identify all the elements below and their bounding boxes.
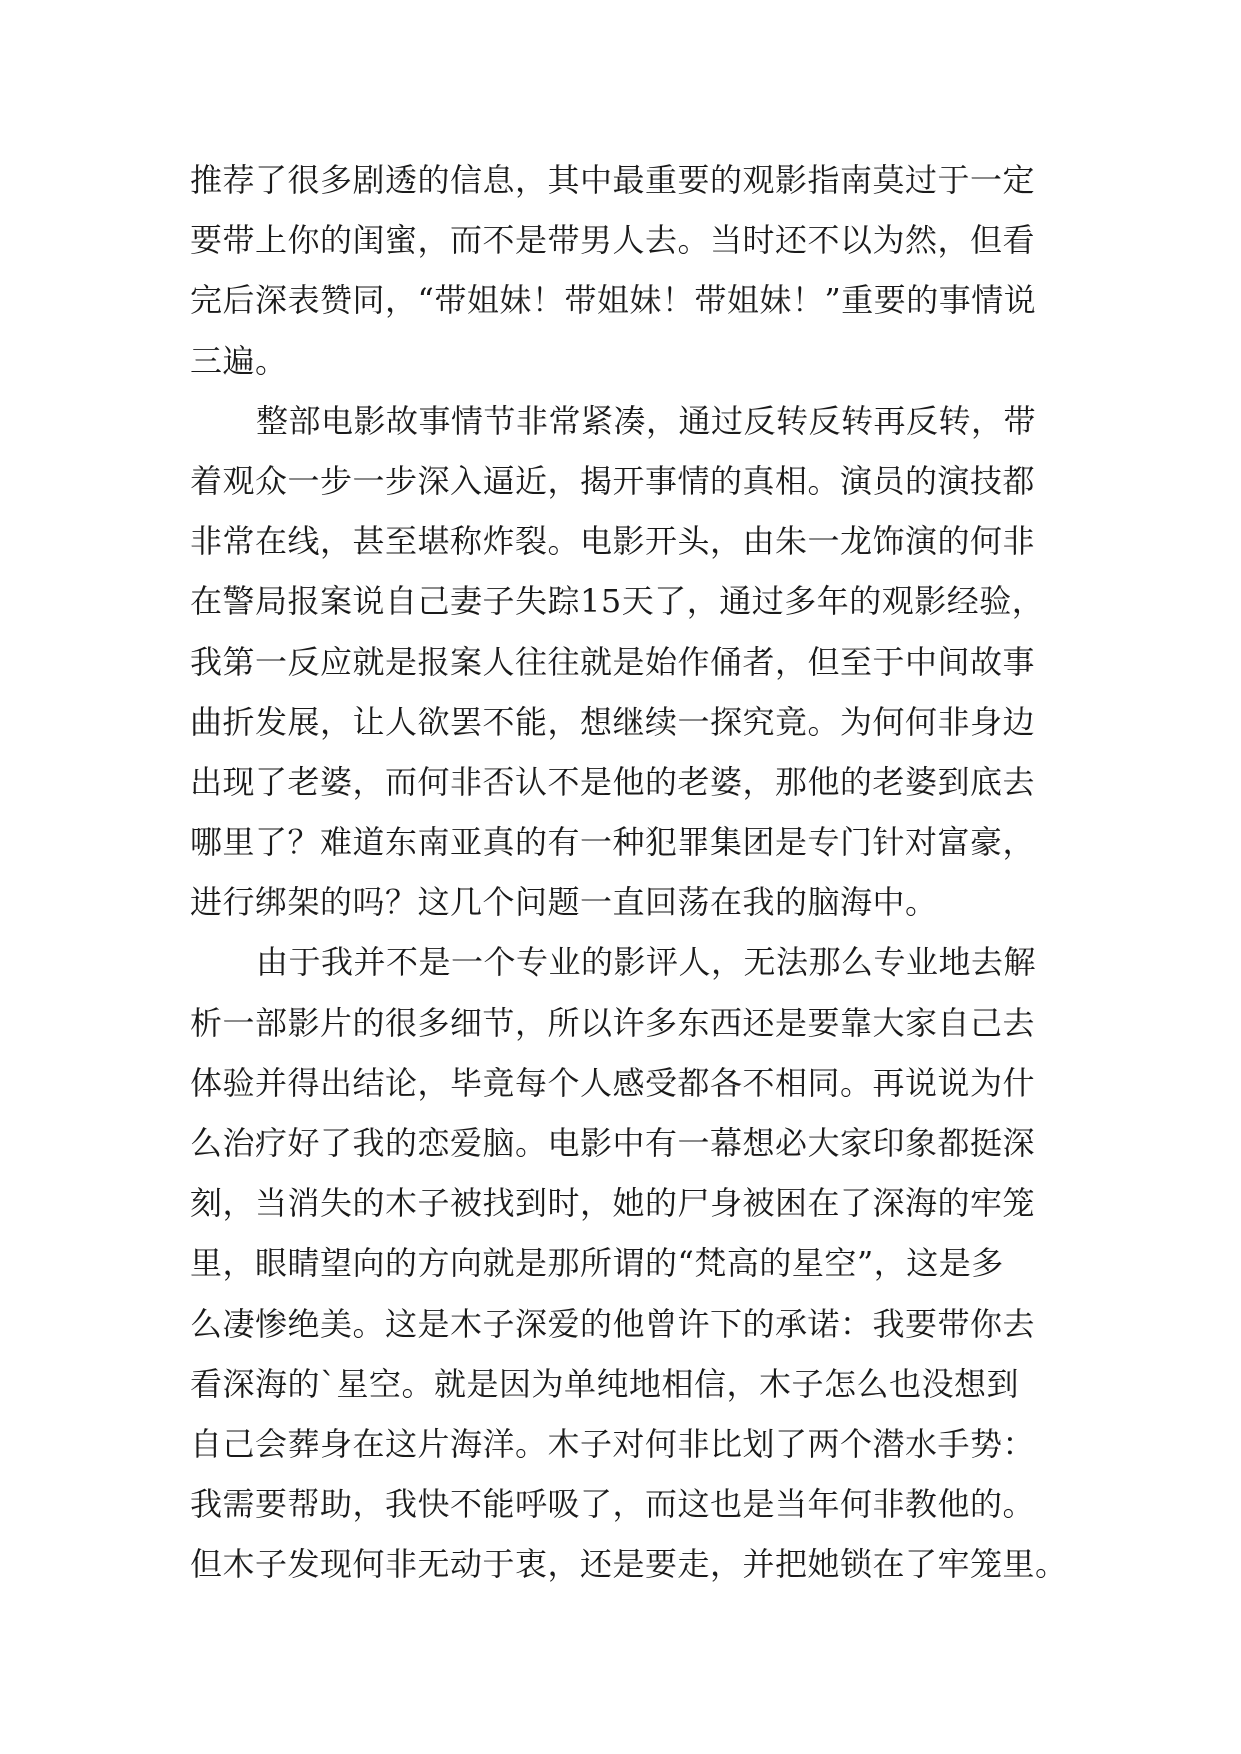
text-line: 进行绑架的吗？这几个问题一直回荡在我的脑海中。 <box>190 883 938 922</box>
text-line: 非常在线，甚至堪称炸裂。电影开头，由朱一龙饰演的何非 <box>190 522 1036 561</box>
text-line: 着观众一步一步深入逼近，揭开事情的真相。演员的演技都 <box>190 461 1036 500</box>
text-line: 三遍。 <box>190 341 288 380</box>
text-line: 在警局报案说自己妻子失踪15天了，通过多年的观影经验， <box>190 582 1045 621</box>
text-line: 完后深表赞同，“带姐妹！带姐妹！带姐妹！”重要的事情说 <box>190 281 1037 320</box>
paragraph-1 <box>190 150 1070 391</box>
text-line: 我需要帮助，我快不能呼吸了，而这也是当年何非教他的。 <box>190 1485 1036 1524</box>
paragraph-3 <box>190 932 1070 1594</box>
text-line: 么凄惨绝美。这是木子深爱的他曾许下的承诺：我要带你去 <box>190 1304 1036 1343</box>
text-line: 由于我并不是一个专业的影评人，无法那么专业地去解 <box>256 943 1037 982</box>
text-line: 体验并得出结论，毕竟每个人感受都各不相同。再说说为什 <box>190 1063 1036 1102</box>
text-line: 里，眼睛望向的方向就是那所谓的“梵高的星空”，这是多 <box>190 1244 1004 1283</box>
body-text <box>190 150 1070 1595</box>
text-line: 整部电影故事情节非常紧凑，通过反转反转再反转，带 <box>256 401 1037 440</box>
text-line: 要带上你的闺蜜，而不是带男人去。当时还不以为然，但看 <box>190 221 1036 260</box>
text-line: 出现了老婆，而何非否认不是他的老婆，那他的老婆到底去 <box>190 762 1036 801</box>
text-line: 自己会葬身在这片海洋。木子对何非比划了两个潜水手势： <box>190 1424 1036 1463</box>
text-line: 曲折发展，让人欲罢不能，想继续一探究竟。为何何非身边 <box>190 702 1036 741</box>
text-line: 刻，当消失的木子被找到时，她的尸身被困在了深海的牢笼 <box>190 1184 1036 1223</box>
text-line: 我第一反应就是报案人往往就是始作俑者，但至于中间故事 <box>190 642 1036 681</box>
text-line: 但木子发现何非无动于衷，还是要走，并把她锁在了牢笼里。 <box>190 1545 1068 1584</box>
text-line: 看深海的`星空。就是因为单纯地相信，木子怎么也没想到 <box>190 1364 1020 1403</box>
paragraph-2 <box>190 391 1070 933</box>
text-line: 推荐了很多剧透的信息，其中最重要的观影指南莫过于一定 <box>190 161 1036 199</box>
text-line: 哪里了？难道东南亚真的有一种犯罪集团是专门针对富豪， <box>190 823 1036 862</box>
text-line: 析一部影片的很多细节，所以许多东西还是要靠大家自己去 <box>190 1003 1036 1042</box>
text-line: 么治疗好了我的恋爱脑。电影中有一幕想必大家印象都挺深 <box>190 1124 1036 1162</box>
